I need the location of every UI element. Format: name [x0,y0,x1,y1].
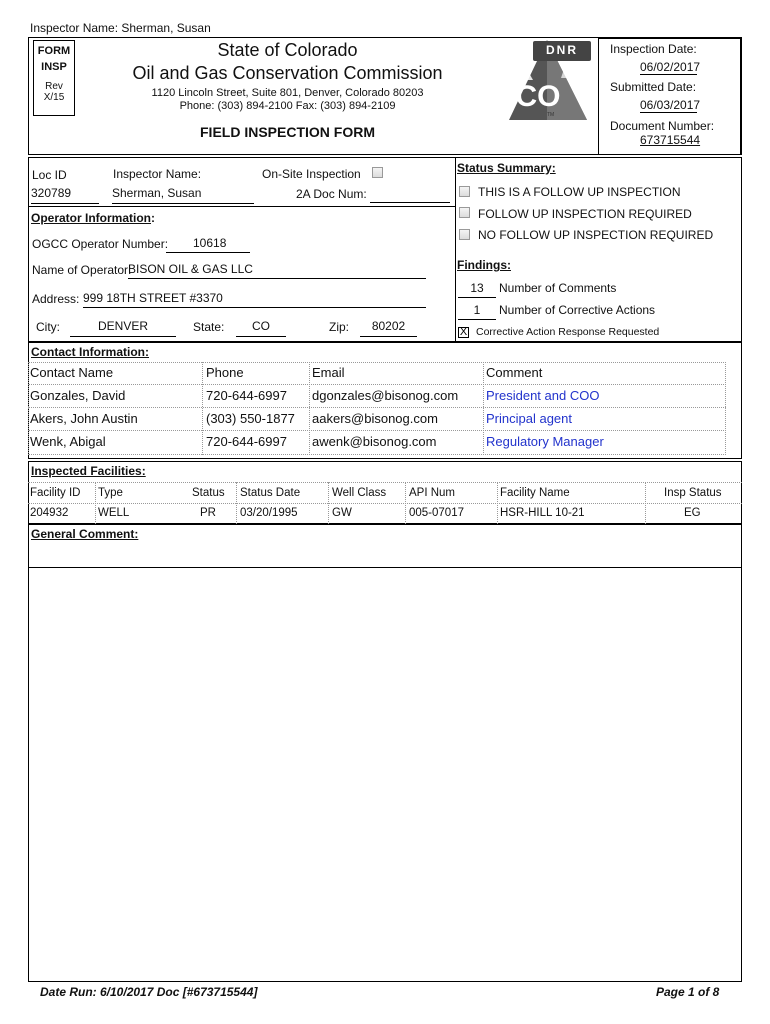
state-value: CO [236,319,286,337]
document-number-label: Document Number: [610,119,715,133]
contact-phone: 720-644-6997 [206,388,287,403]
contact-comment: Regulatory Manager [486,434,604,449]
corrective-response-label: Corrective Action Response Requested [476,326,660,338]
actions-count: 1 [458,303,496,320]
operator-address-value: 999 18TH STREET #3370 [83,291,426,308]
form-id-box [33,40,75,116]
fac-status-date: 03/20/1995 [240,507,298,519]
status-summary-heading: Status Summary: [457,161,556,175]
contact-email: awenk@bisonog.com [312,434,437,449]
contact-name: Gonzales, David [30,388,126,403]
contact-comment: Principal agent [486,411,572,426]
operator-name-value: BISON OIL & GAS LLC [128,262,426,279]
contact-email: aakers@bisonog.com [312,411,438,426]
loc-id-field [31,186,99,204]
operator-name-label: Name of Operator: [32,263,132,277]
inspector-name-field [112,186,254,204]
logo-tm-text: TM [547,112,555,118]
fac-insp-status: EG [684,507,701,519]
logo-co-text: CO [515,80,561,113]
form-rev-value: X/15 [43,92,65,103]
fac-col-divider [95,482,96,524]
contact-comment: President and COO [486,388,600,403]
inspector-name-value: Sherman, Susan [112,186,202,200]
contact-row [28,431,726,454]
contact-col-name: Contact Name [30,365,114,380]
fac-col-facility-name: Facility Name [500,487,570,499]
facilities-heading: Inspected Facilities: [31,464,146,478]
fac-facility-id: 204932 [30,507,69,519]
fac-col-divider [497,482,498,524]
fac-col-divider [236,482,237,524]
fac-col-type: Type [98,487,123,499]
fac-facility-name: HSR-HILL 10-21 [500,507,585,519]
contact-col-email: Email [312,365,345,380]
inspector-name-label: Inspector Name: [113,167,202,181]
top-inspector-name: Inspector Name: Sherman, Susan [30,21,211,35]
doc-2a-label: 2A Doc Num: [296,187,367,201]
fac-well-class: GW [332,507,352,519]
form-title: FIELD INSPECTION FORM [200,124,375,140]
operator-number-label: OGCC Operator Number: [32,237,169,251]
followup-required-label: FOLLOW UP INSPECTION REQUIRED [478,207,692,221]
loc-id-value: 320789 [31,186,72,200]
contact-col-comment: Comment [486,365,543,380]
contact-row [28,385,726,408]
fac-col-divider [405,482,406,524]
fac-col-divider [645,482,646,524]
fac-col-facility-id: Facility ID [30,487,81,499]
fac-col-api-num: API Num [409,487,456,499]
comments-count: 13 [458,281,496,298]
operator-address-label: Address: [32,292,80,306]
document-number-value: 673715544 [640,133,701,147]
contact-phone: 720-644-6997 [206,434,287,449]
no-followup-label: NO FOLLOW UP INSPECTION REQUIRED [478,228,714,242]
contact-row [28,408,726,431]
inspection-date-label: Inspection Date: [610,42,697,56]
comments-count-label: Number of Comments [499,281,617,295]
submitted-date-label: Submitted Date: [610,80,697,94]
form-code: INSP [41,61,67,73]
contact-name: Akers, John Austin [30,411,138,426]
page-body-frame [28,568,742,982]
fac-col-status: Status [192,487,225,499]
fac-col-status-date: Status Date [240,487,301,499]
logo-dnr-text: DNR [546,43,578,57]
contact-email: dgonzales@bisonog.com [312,388,459,403]
form-label: FORM [37,45,71,57]
form-rev-label: Rev [45,81,63,92]
submitted-date-value: 06/03/2017 [640,98,701,112]
commission-phone: Phone: (303) 894-2100 Fax: (303) 894-2109 [179,100,396,112]
operator-number-value: 10618 [166,236,250,253]
state-label: State: [193,320,225,334]
commission-title: Oil and Gas Conservation Commission [132,63,443,83]
contact-col-phone: Phone [206,365,244,380]
fac-col-divider [328,482,329,524]
contact-header-row [28,362,726,385]
city-value: DENVER [70,319,176,337]
loc-id-label: Loc ID [32,168,67,182]
state-title: State of Colorado [217,40,358,60]
operator-heading: Operator Information: [31,211,156,225]
contact-name: Wenk, Abigal [30,434,106,449]
general-comment-heading: General Comment: [31,527,139,541]
onsite-inspection-checkbox[interactable] [372,167,383,178]
zip-value: 80202 [360,319,417,337]
footer-date-run: Date Run: 6/10/2017 Doc [#673715544] [40,985,258,999]
inspection-date-value: 06/02/2017 [640,60,701,74]
city-label: City: [36,320,60,334]
zip-label: Zip: [329,320,350,334]
fac-col-well-class: Well Class [332,487,387,499]
no-followup-checkbox[interactable] [459,229,470,240]
fac-status: PR [200,507,216,519]
commission-address: 1120 Lincoln Street, Suite 801, Denver, Colorado 80203 [151,87,424,99]
fac-col-insp-status: Insp Status [664,487,722,499]
contact-phone: (303) 550-1877 [206,411,295,426]
operator-divider [28,206,456,207]
findings-heading: Findings: [457,258,511,272]
followup-inspection-checkbox[interactable] [459,186,470,197]
footer-page-number: Page 1 of 8 [656,985,720,999]
onsite-inspection-label: On-Site Inspection [262,167,361,181]
fac-type: WELL [98,507,130,519]
contact-heading: Contact Information: [31,345,149,359]
actions-count-label: Number of Corrective Actions [499,303,656,317]
fac-api-num: 005-07017 [409,507,464,519]
followup-required-checkbox[interactable] [459,207,470,218]
followup-inspection-label: THIS IS A FOLLOW UP INSPECTION [478,185,681,199]
facilities-row-divider [28,503,742,504]
corrective-response-checkbox[interactable]: X [459,326,468,338]
doc-2a-field[interactable] [370,186,450,203]
dnr-logo [503,38,593,124]
